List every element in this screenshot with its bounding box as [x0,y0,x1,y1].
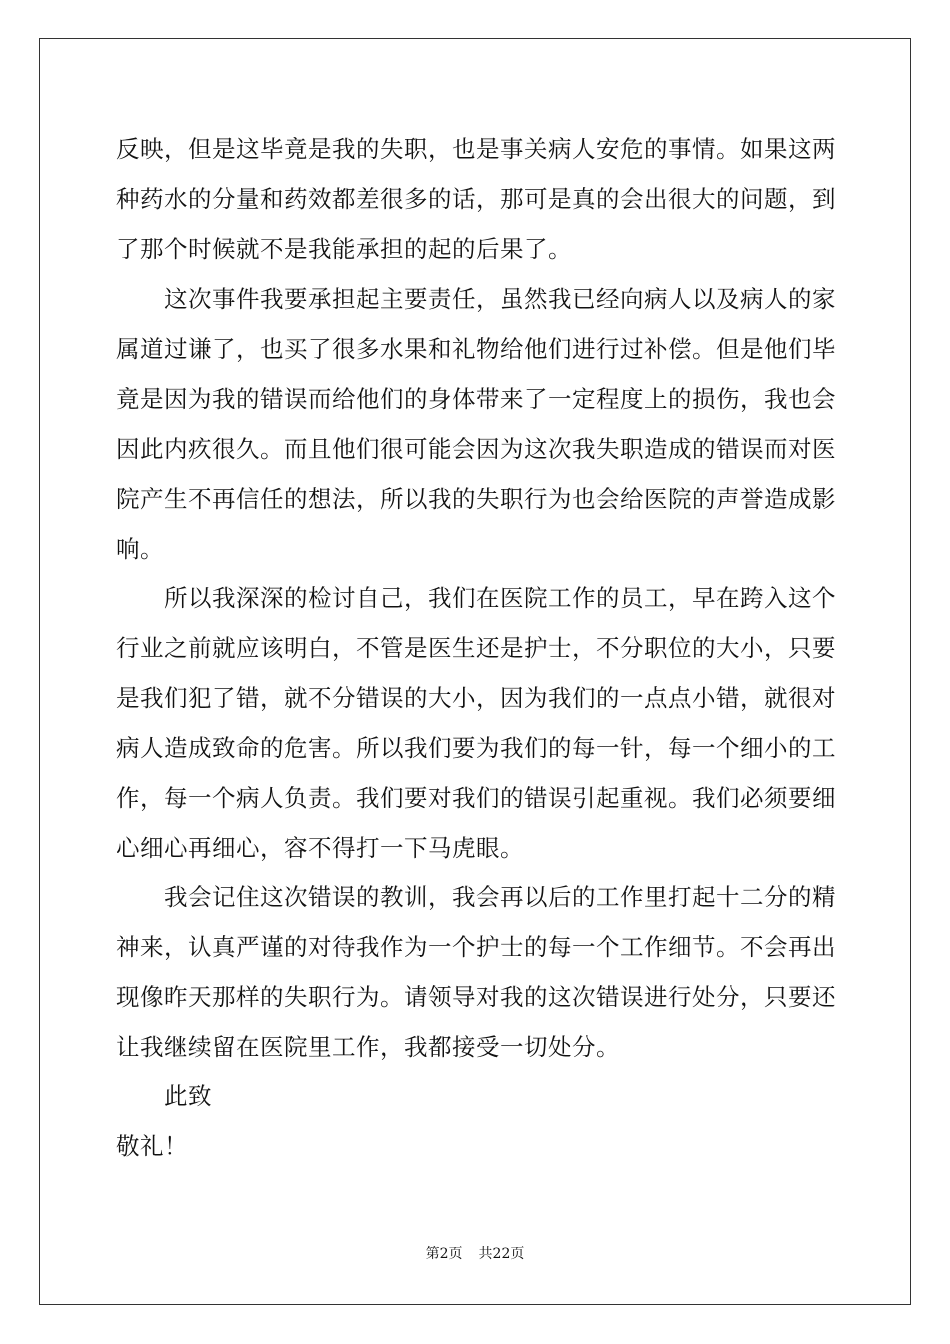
page-footer [0,1245,950,1263]
text-line: 响。 [116,535,164,563]
text-line: 院产生不再信任的想法，所以我的失职行为也会给医院的声誉造成影 [116,485,836,513]
page-total: 共22页 [478,1246,525,1262]
text-line: 心细心再细心，容不得打一下马虎眼。 [116,834,524,862]
page-frame [39,38,911,1305]
closing-regards: 敬礼！ [116,1132,188,1160]
text-line: 现像昨天那样的失职行为。请领导对我的这次错误进行处分，只要还 [116,983,836,1011]
text-line: 这次事件我要承担起主要责任，虽然我已经向病人以及病人的家 [164,285,836,313]
page-number: 第2页 [425,1246,463,1262]
text-line: 种药水的分量和药效都差很多的话，那可是真的会出很大的问题，到 [116,185,836,213]
text-line: 反映，但是这毕竟是我的失职，也是事关病人安危的事情。如果这两 [116,135,836,163]
text-line: 属道过谦了，也买了很多水果和礼物给他们进行过补偿。但是他们毕 [116,335,836,363]
text-line: 了那个时候就不是我能承担的起的后果了。 [116,235,572,263]
text-line: 竟是因为我的错误而给他们的身体带来了一定程度上的损伤，我也会 [116,385,836,413]
text-line: 病人造成致命的危害。所以我们要为我们的每一针，每一个细小的工 [116,734,836,762]
text-line: 神来，认真严谨的对待我作为一个护士的每一个工作细节。不会再出 [116,933,836,961]
text-line: 是我们犯了错，就不分错误的大小，因为我们的一点点小错，就很对 [116,684,836,712]
closing-salutation: 此致 [164,1082,212,1110]
text-line: 所以我深深的检讨自己，我们在医院工作的员工，早在跨入这个 [164,584,836,612]
text-line: 作，每一个病人负责。我们要对我们的错误引起重视。我们必须要细 [116,784,836,812]
text-line: 行业之前就应该明白，不管是医生还是护士，不分职位的大小，只要 [116,634,836,662]
text-line: 让我继续留在医院里工作，我都接受一切处分。 [116,1033,620,1061]
text-line: 我会记住这次错误的教训，我会再以后的工作里打起十二分的精 [164,883,836,911]
text-line: 因此内疚很久。而且他们很可能会因为这次我失职造成的错误而对医 [116,435,836,463]
